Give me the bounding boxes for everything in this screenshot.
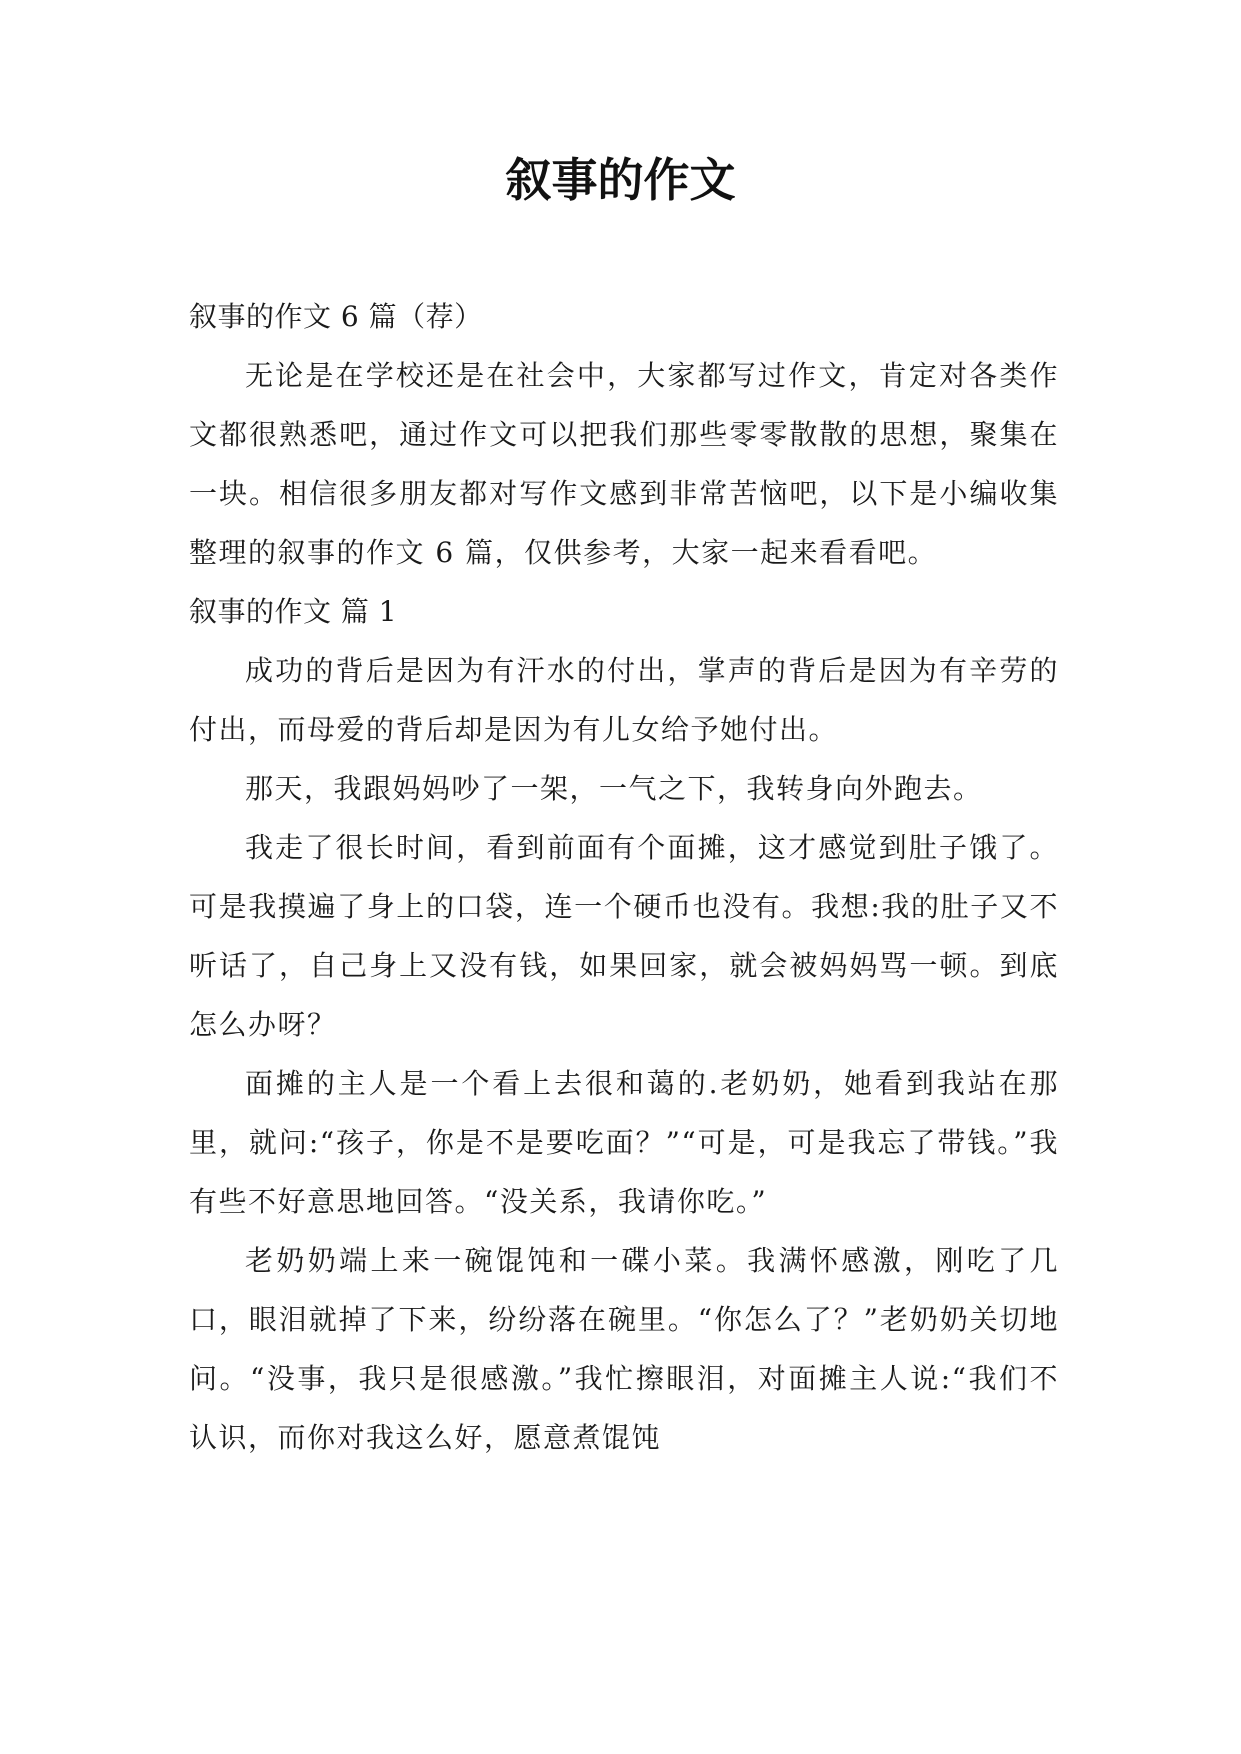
section-heading: 叙事的作文 篇 1 bbox=[189, 595, 398, 628]
paragraph-4: 面摊的主人是一个看上去很和蔼的.老奶奶，她看到我站在那里，就问:“孩子，你是不是要吃面？”“可是，可是我忘了带钱。”我有些不好意思地回答。“没关系，我请你吃。” bbox=[189, 1067, 1059, 1218]
paragraph-3: 我走了很长时间，看到前面有个面摊，这才感觉到肚子饿了。可是我摸遍了身上的口袋，连一个硬币也没有。我想:我的肚子又不听话了，自己身上又没有钱，如果回家，就会被妈妈骂一顿。到底怎么办呀？ bbox=[189, 831, 1059, 1041]
paragraph-1: 成功的背后是因为有汗水的付出，掌声的背后是因为有辛劳的付出，而母爱的背后却是因为有儿女给予她付出。 bbox=[189, 654, 1059, 746]
subtitle: 叙事的作文 6 篇（荐） bbox=[189, 300, 483, 333]
document-title: 叙事的作文 bbox=[505, 153, 736, 207]
document-body bbox=[189, 287, 1059, 1467]
paragraph-2: 那天，我跟妈妈吵了一架，一气之下，我转身向外跑去。 bbox=[245, 772, 983, 805]
intro-paragraph: 无论是在学校还是在社会中，大家都写过作文，肯定对各类作文都很熟悉吧，通过作文可以把我们那些零零散散的思想，聚集在一块。相信很多朋友都对写作文感到非常苦恼吧，以下是小编收集整理的叙事的作文 6 篇，仅供参考，大家一起来看看吧。 bbox=[189, 359, 1059, 569]
paragraph-5: 老奶奶端上来一碗馄饨和一碟小菜。我满怀感激，刚吃了几口，眼泪就掉了下来，纷纷落在碗里。“你怎么了？”老奶奶关切地问。“没事，我只是很感激。”我忙擦眼泪，对面摊主人说:“我们不认识，而你对我这么好，愿意煮馄饨 bbox=[189, 1244, 1059, 1454]
